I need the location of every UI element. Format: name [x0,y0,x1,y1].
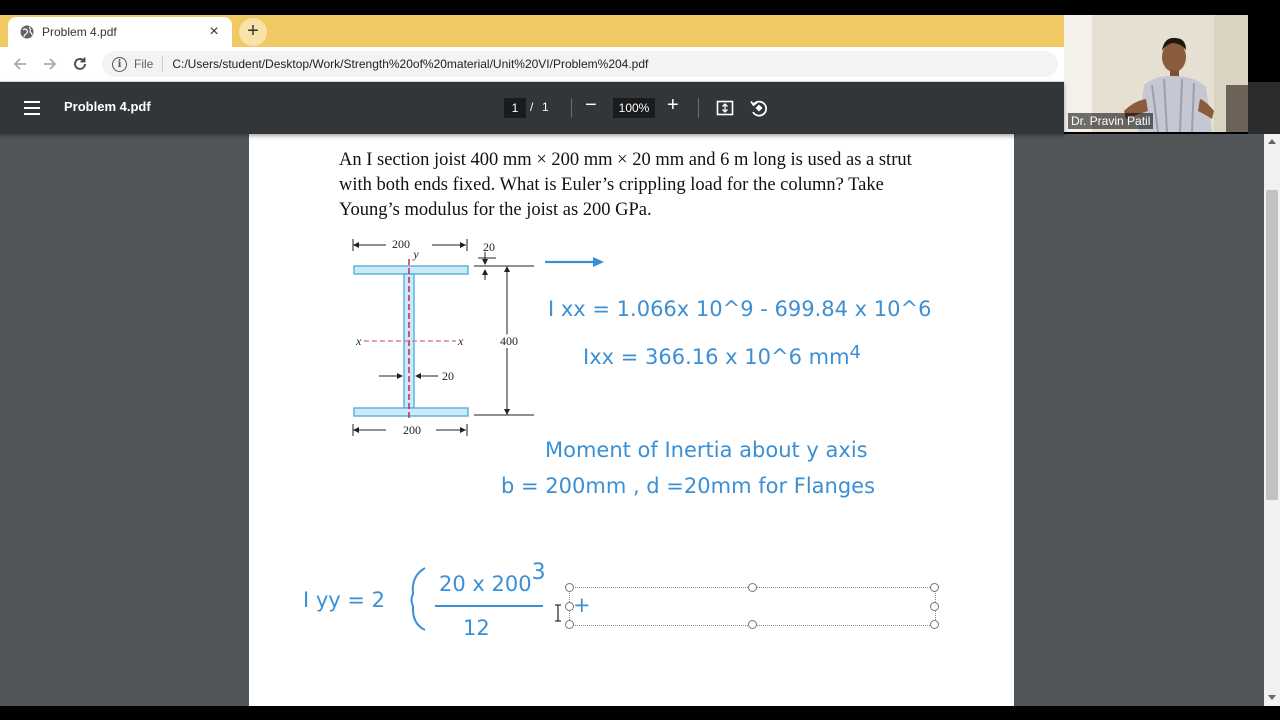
x-axis-label-left: x [356,334,362,348]
fraction-bar [435,605,543,607]
pdf-toolbar [0,82,1064,134]
webcam-feed [1064,15,1248,132]
resize-handle[interactable] [565,620,574,629]
url-text[interactable]: C:/Users/student/Desktop/Work/Strength%20of%20material/Unit%20VI/Problem%204.pdf [172,57,649,71]
toolbar-divider [698,98,699,118]
reload-icon [72,56,88,72]
resize-handle[interactable] [930,583,939,592]
fraction-numerator [439,560,546,597]
dim-depth: 400 [500,334,518,348]
zoom-out-button[interactable]: − [585,94,597,116]
dim-bottom-width: 200 [403,423,421,437]
flange-dimensions: b = 200mm , d =20mm for Flanges [501,474,876,498]
top-border [0,0,1280,15]
address-divider [162,56,163,72]
pdf-page [249,134,1014,706]
scroll-down-icon[interactable] [1268,695,1276,700]
zoom-level-input[interactable]: 100% [613,98,655,118]
arrow-right-icon [42,56,58,72]
scrollbar-thumb[interactable] [1266,190,1278,500]
toolbar-divider [571,98,572,118]
fraction-denominator: 12 [463,616,490,640]
page-separator: / [530,100,534,114]
arrow-right-icon [543,256,607,268]
numerator-value: 20 x 200 [439,572,532,596]
ixx-equation-1: I xx = 1.066x 10^9 - 699.84 x 10^6 [548,297,932,321]
dim-top-width: 200 [392,237,410,251]
ixx-power: 4 [849,342,861,363]
forward-button[interactable] [39,53,61,75]
ixx-value: Ixx = 366.16 x 10^6 mm [583,345,850,369]
browser-tab[interactable] [8,17,232,47]
address-bar[interactable] [102,51,1058,77]
i-beam-diagram [344,234,554,444]
pdf-viewer [0,134,1264,706]
bottom-border [0,706,1280,720]
resize-handle[interactable] [930,620,939,629]
globe-icon [20,25,34,39]
tab-close-button[interactable]: × [209,23,219,40]
page-number-input[interactable]: 1 [504,98,526,118]
back-button[interactable] [9,53,31,75]
scroll-up-icon[interactable] [1268,139,1276,144]
x-axis-label-right: x [458,334,464,348]
y-axis-label: y [413,247,419,261]
resize-handle[interactable] [748,620,757,629]
dim-web-thickness: 20 [442,369,454,383]
fit-to-page-icon[interactable] [716,99,734,117]
window-edge [1248,15,1280,82]
resize-handle[interactable] [565,583,574,592]
page-total: 1 [542,100,549,114]
zoom-in-button[interactable]: + [667,94,679,116]
iyy-label: I yy = 2 [303,588,386,612]
file-scheme-label: File [134,57,154,71]
rotate-icon[interactable] [749,98,769,118]
window-edge [1248,82,1280,134]
text-box-plus: + [573,593,591,617]
menu-icon[interactable] [24,101,40,119]
reload-button[interactable] [69,53,91,75]
numerator-power: 3 [531,560,546,585]
resize-handle[interactable] [930,602,939,611]
problem-statement: An I section joist 400 mm × 200 mm × 20 mm and 6 m long is used as a strut with both ends fixed. What is Euler’s crippling load for the column? Take Young’s modulus for the joist as 200 GPa. [339,150,912,220]
browser-toolbar [0,47,1064,82]
tab-title: Problem 4.pdf [42,25,117,39]
dim-flange-thickness: 20 [483,240,495,254]
ixx-equation-2 [583,342,861,369]
info-icon[interactable]: i [112,57,127,72]
new-tab-button[interactable]: + [239,18,267,46]
vertical-scrollbar[interactable] [1264,134,1280,706]
participant-name: Dr. Pravin Patil [1068,113,1153,129]
resize-handle[interactable] [748,583,757,592]
arrow-left-icon [12,56,28,72]
pdf-title: Problem 4.pdf [64,99,151,114]
open-brace [407,564,431,634]
moi-y-heading: Moment of Inertia about y axis [545,438,868,462]
text-cursor-icon [553,604,563,622]
